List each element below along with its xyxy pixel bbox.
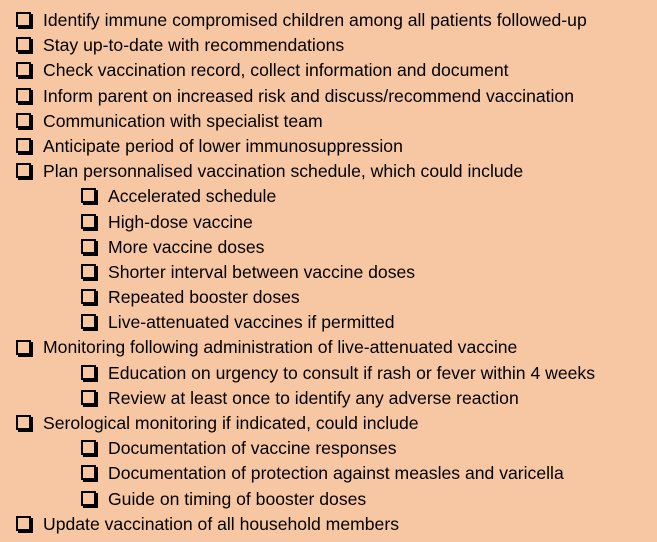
checklist-item-label: Shorter interval between vaccine doses	[108, 261, 416, 282]
checklist-subitem	[0, 436, 657, 461]
checklist-item	[0, 84, 657, 109]
checklist-item-label: Review at least once to identify any adverse reaction	[108, 387, 519, 408]
checkbox-icon[interactable]	[81, 491, 96, 506]
checkbox-icon[interactable]	[81, 465, 96, 480]
checklist-item-label: Identify immune compromised children among all patients followed-up	[43, 10, 587, 30]
checklist-item	[0, 512, 657, 537]
checkbox-icon[interactable]	[81, 188, 96, 203]
checklist-item-label: Serological monitoring if indicated, could include	[43, 413, 419, 433]
checkbox-icon[interactable]	[81, 214, 96, 229]
checkbox-icon[interactable]	[16, 62, 31, 77]
checkbox-icon[interactable]	[81, 390, 96, 405]
checkbox-icon[interactable]	[16, 12, 31, 27]
checkbox-icon[interactable]	[16, 138, 31, 153]
checkbox-icon[interactable]	[16, 163, 31, 178]
checkbox-icon[interactable]	[81, 264, 96, 279]
checkbox-icon[interactable]	[16, 516, 31, 531]
checklist-item	[0, 159, 657, 184]
checklist-item-label: Plan personnalised vaccination schedule, which could include	[43, 161, 524, 182]
checklist-item-label: Documentation of vaccine responses	[108, 438, 397, 459]
checklist-item-label: Repeated booster doses	[108, 287, 300, 308]
checklist-item	[0, 335, 657, 360]
checklist-subitem	[0, 184, 657, 209]
checklist-item-label: Monitoring following administration of live-attenuated vaccine	[43, 337, 518, 358]
checklist-subitem	[0, 285, 657, 310]
checklist-item	[0, 8, 657, 33]
checklist-subitem	[0, 235, 657, 260]
checklist-subitem	[0, 487, 657, 512]
checklist-item-label: Live-attenuated vaccines if permitted	[108, 312, 395, 333]
checkbox-icon[interactable]	[16, 113, 31, 128]
checklist-item	[0, 33, 657, 58]
checklist-item-label: Check vaccination record, collect information and document	[43, 60, 509, 81]
checklist-item-label: More vaccine doses	[108, 236, 265, 257]
checklist-item-label: Documentation of protection against measles and varicella	[108, 463, 564, 484]
checklist-subitem	[0, 260, 657, 285]
checklist-subitem	[0, 361, 657, 386]
checklist-subitem	[0, 310, 657, 335]
checklist-item-label: Communication with specialist team	[43, 110, 323, 131]
checklist-item-label: Inform parent on increased risk and discuss/recommend vaccination	[43, 85, 574, 106]
checklist-item	[0, 58, 657, 83]
checklist-item-label: Guide on timing of booster doses	[108, 488, 367, 509]
checkbox-icon[interactable]	[81, 314, 96, 329]
checklist-item	[0, 109, 657, 134]
checklist-subitem	[0, 461, 657, 486]
checkbox-icon[interactable]	[16, 340, 31, 355]
checkbox-icon[interactable]	[81, 440, 96, 455]
checkbox-icon[interactable]	[16, 88, 31, 103]
checklist-item-label: High-dose vaccine	[108, 211, 253, 232]
checklist-subitem	[0, 386, 657, 411]
checklist-item-label: Accelerated schedule	[108, 186, 277, 207]
checklist-item	[0, 411, 657, 436]
checklist-item	[0, 134, 657, 159]
checklist-item-label: Update vaccination of all household members	[43, 513, 399, 534]
checkbox-icon[interactable]	[81, 365, 96, 380]
checklist-item-label: Stay up-to-date with recommendations	[43, 35, 345, 56]
checklist-item-label: Anticipate period of lower immunosuppression	[43, 135, 403, 156]
checkbox-icon[interactable]	[81, 239, 96, 254]
checkbox-icon[interactable]	[16, 415, 31, 430]
checkbox-icon[interactable]	[16, 37, 31, 52]
checkbox-icon[interactable]	[81, 289, 96, 304]
checklist-subitem	[0, 210, 657, 235]
checklist-item-label: Education on urgency to consult if rash or fever within 4 weeks	[108, 362, 596, 383]
